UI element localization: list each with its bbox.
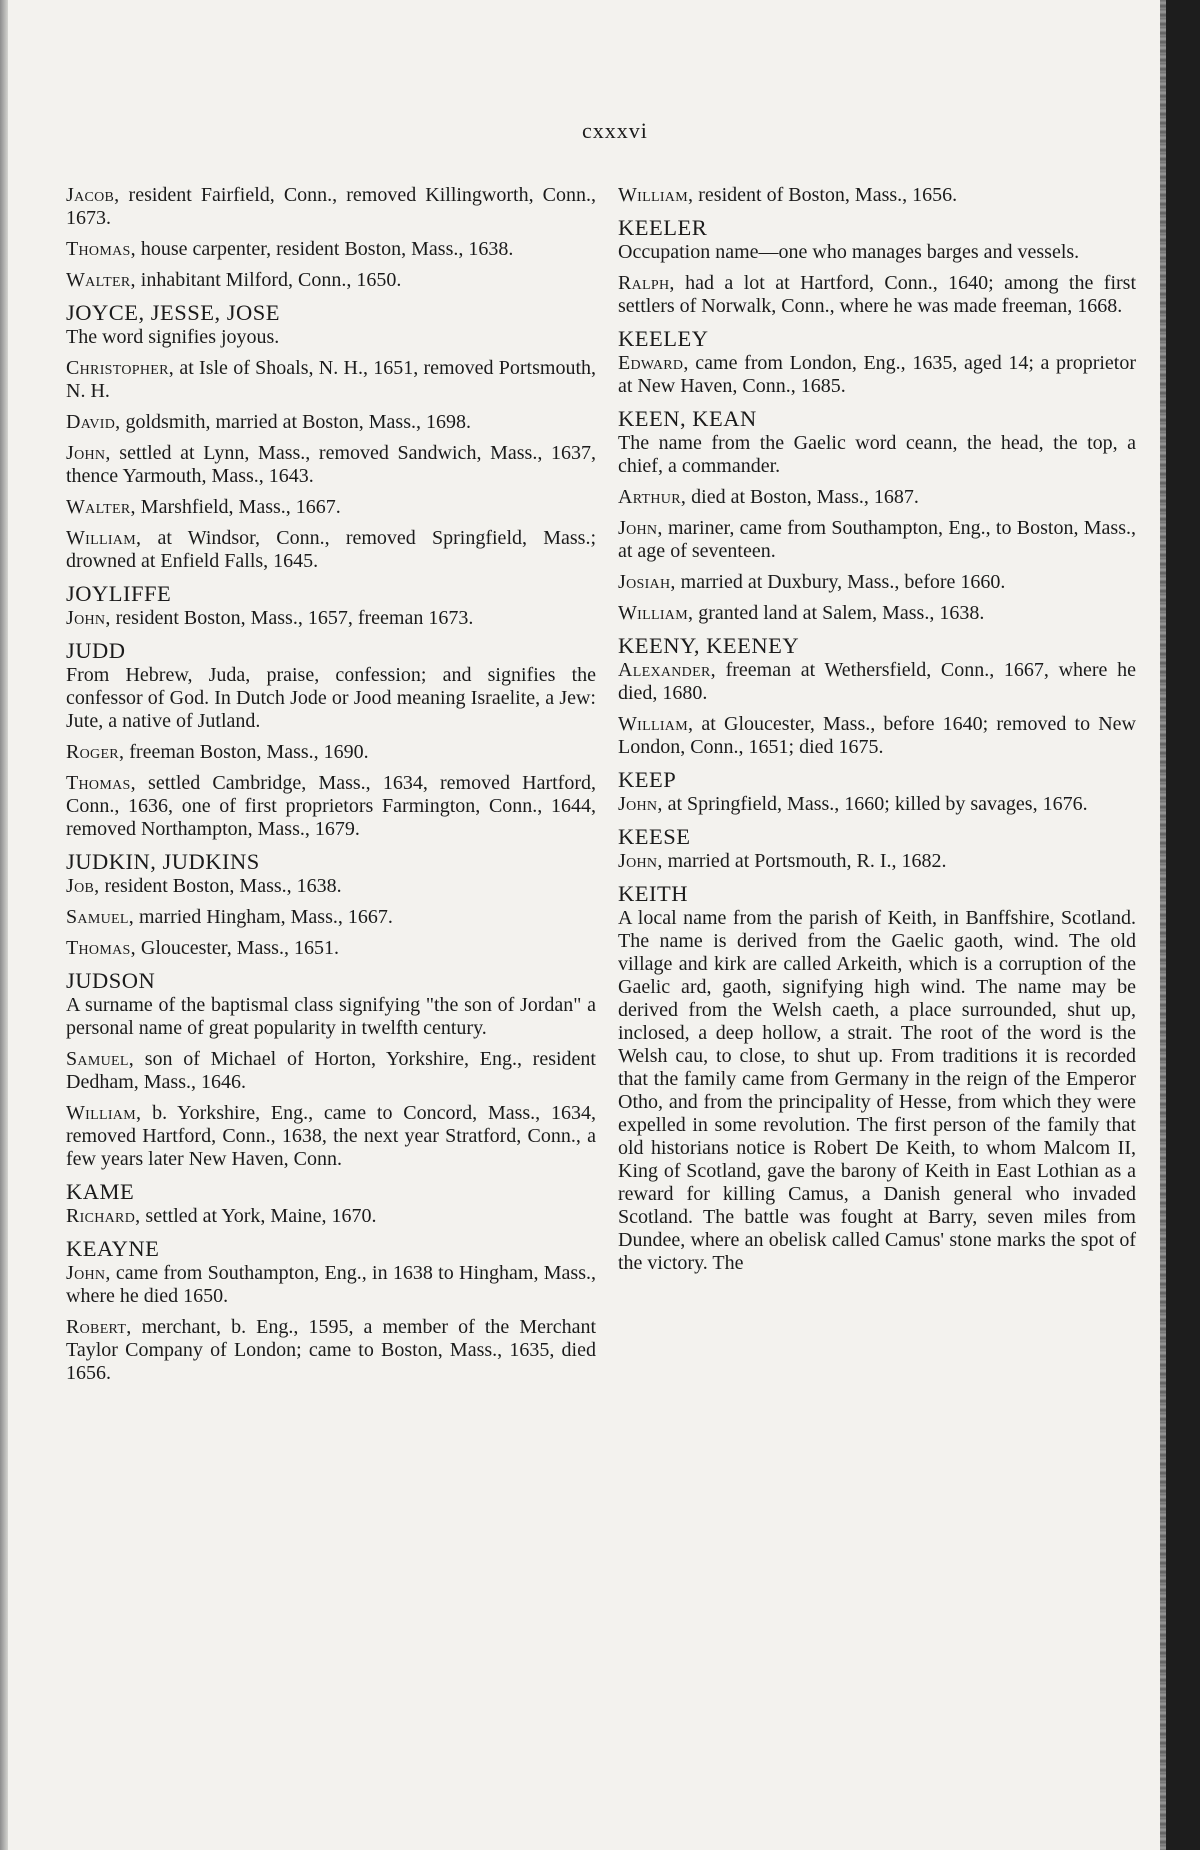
person-name: William, bbox=[618, 713, 694, 735]
person-details: came from London, Eng., 1635, aged 14; a proprietor at New Haven, Conn., 1685. bbox=[618, 352, 1136, 397]
person-details: b. Yorkshire, Eng., came to Concord, Mass., 1634, removed Hartford, Conn., 1638, the next year Stratford, Conn., a few years later New Haven, Conn. bbox=[66, 1102, 596, 1170]
person-name: Ralph, bbox=[618, 272, 675, 294]
person-details: had a lot at Hartford, Conn., 1640; among the first settlers of Norwalk, Conn., where he was made freeman, 1668. bbox=[618, 272, 1136, 317]
person-details: resident Boston, Mass., 1638. bbox=[99, 875, 342, 897]
surname-etymology: From Hebrew, Juda, praise, confession; and signifies the confessor of God. In Dutch Jode or Jood meaning Israelite, a Jew: Jute, a native of Jutland. bbox=[66, 664, 596, 732]
person-name: John, bbox=[618, 850, 663, 872]
person-details: mariner, came from Southampton, Eng., to Boston, Mass., at age of seventeen. bbox=[618, 517, 1136, 562]
person-entry bbox=[618, 352, 1136, 398]
person-details: resident Boston, Mass., 1657, freeman 1673. bbox=[110, 607, 474, 629]
person-entry bbox=[66, 527, 596, 573]
surname-heading: KEITH bbox=[618, 881, 688, 906]
surname-etymology: A local name from the parish of Keith, in Banffshire, Scotland. The name is derived from the Gaelic gaoth, wind. The old village and kirk are called Arkeith, which is a corruption of the Gaelic ard, gaoth, signifying high wind. The name may be derived from the Welsh caeth, a place surrounded, shut up, inclosed, a deep hollow, a strait. The root of the word is the Welsh cau, to close, to shut up. From traditions it is recorded that the family came from Germany in the reign of the Emperor Otho, and from the principality of Hesse, from which they were expelled in some revolution. The first person of the family that old historians notice is Robert De Keith, to whom Malcom II, King of Scotland, gave the barony of Keith in East Lothian as a reward for killing Camus, a Danish general who invaded Scotland. The battle was fought at Barry, seven miles from Dundee, where an obelisk called Camus' stone marks the spot of the victory. The bbox=[618, 907, 1136, 1274]
surname-heading: KEELER bbox=[618, 215, 708, 240]
person-name: John, bbox=[66, 607, 111, 629]
person-details: married at Duxbury, Mass., before 1660. bbox=[675, 571, 1006, 593]
person-details: merchant, b. Eng., 1595, a member of the Merchant Taylor Company of London; came to Boston, Mass., 1635, died 1656. bbox=[66, 1316, 596, 1384]
person-entry bbox=[66, 357, 596, 403]
person-entry bbox=[618, 571, 1136, 594]
page-number: cxxxvi bbox=[582, 118, 648, 143]
surname-heading: KEENY, KEENEY bbox=[618, 633, 800, 658]
person-details: inhabitant Milford, Conn., 1650. bbox=[135, 269, 402, 291]
person-name: Alexander, bbox=[618, 659, 716, 681]
person-name: Edward, bbox=[618, 352, 689, 374]
person-details: Gloucester, Mass., 1651. bbox=[135, 937, 339, 959]
right-column bbox=[618, 184, 1136, 1283]
person-entry bbox=[618, 486, 1136, 509]
surname-heading: KAME bbox=[66, 1179, 135, 1204]
person-name: Arthur, bbox=[618, 486, 687, 508]
surname-etymology: The word signifies joyous. bbox=[66, 326, 280, 348]
person-entry bbox=[66, 238, 596, 261]
person-name: Samuel, bbox=[66, 906, 134, 928]
surname-heading: KEEP bbox=[618, 767, 677, 792]
person-details: resident Fairfield, Conn., removed Killingworth, Conn., 1673. bbox=[66, 184, 596, 229]
person-details: at Springfield, Mass., 1660; killed by savages, 1676. bbox=[662, 793, 1088, 815]
person-details: married at Portsmouth, R. I., 1682. bbox=[662, 850, 947, 872]
person-details: settled Cambridge, Mass., 1634, removed Hartford, Conn., 1636, one of first proprietors Farmington, Conn., 1644, removed Northampton, Mass., 1679. bbox=[66, 772, 596, 840]
person-name: John, bbox=[66, 1262, 111, 1284]
person-entry bbox=[618, 713, 1136, 759]
person-details: at Windsor, Conn., removed Springfield, Mass.; drowned at Enfield Falls, 1645. bbox=[66, 527, 596, 572]
surname-heading: KEELEY bbox=[618, 326, 709, 351]
person-name: Thomas, bbox=[66, 238, 136, 260]
person-entry bbox=[66, 875, 596, 898]
person-details: settled at York, Maine, 1670. bbox=[140, 1205, 377, 1227]
person-name: Richard, bbox=[66, 1205, 141, 1227]
person-name: Robert, bbox=[66, 1316, 132, 1338]
surname-heading: JOYCE, JESSE, JOSE bbox=[66, 300, 281, 325]
surname-heading: JOYLIFFE bbox=[66, 581, 172, 606]
person-name: John, bbox=[618, 793, 663, 815]
person-entry bbox=[66, 411, 596, 434]
person-entry bbox=[66, 269, 596, 292]
person-entry bbox=[618, 850, 1136, 873]
person-entry bbox=[66, 442, 596, 488]
person-details: settled at Lynn, Mass., removed Sandwich, Mass., 1637, thence Yarmouth, Mass., 1643. bbox=[66, 442, 596, 487]
surname-etymology: The name from the Gaelic word ceann, the head, the top, a chief, a commander. bbox=[618, 432, 1136, 477]
surname-etymology: A surname of the baptismal class signifying "the son of Jordan" a personal name of great popularity in twelfth century. bbox=[66, 994, 596, 1039]
surname-heading: KEAYNE bbox=[66, 1236, 160, 1261]
person-entry bbox=[66, 772, 596, 841]
person-name: William, bbox=[66, 527, 142, 549]
surname-heading: JUDKIN, JUDKINS bbox=[66, 849, 260, 874]
person-details: granted land at Salem, Mass., 1638. bbox=[693, 602, 985, 624]
page-gutter-shadow bbox=[1166, 0, 1200, 1850]
person-entry bbox=[66, 1048, 596, 1094]
surname-etymology: Occupation name—one who manages barges and vessels. bbox=[618, 241, 1080, 263]
person-details: goldsmith, married at Boston, Mass., 1698. bbox=[120, 411, 471, 433]
person-details: freeman Boston, Mass., 1690. bbox=[124, 741, 369, 763]
person-entry bbox=[66, 496, 596, 519]
person-name: Samuel, bbox=[66, 1048, 134, 1070]
person-name: John, bbox=[66, 442, 111, 464]
person-entry bbox=[66, 937, 596, 960]
surname-heading: JUDSON bbox=[66, 968, 156, 993]
surname-heading: KEESE bbox=[618, 824, 691, 849]
page-left-edge bbox=[0, 0, 8, 1850]
person-name: Thomas, bbox=[66, 772, 136, 794]
person-name: Job, bbox=[66, 875, 100, 897]
person-entry bbox=[66, 1102, 596, 1171]
person-name: William, bbox=[618, 602, 694, 624]
person-details: resident of Boston, Mass., 1656. bbox=[693, 184, 958, 206]
person-name: Christopher, bbox=[66, 357, 175, 379]
person-details: Marshfield, Mass., 1667. bbox=[135, 496, 341, 518]
person-name: Walter, bbox=[66, 496, 136, 518]
person-name: Walter, bbox=[66, 269, 136, 291]
person-details: son of Michael of Horton, Yorkshire, Eng., resident Dedham, Mass., 1646. bbox=[66, 1048, 596, 1093]
person-name: William, bbox=[66, 1102, 142, 1124]
person-name: John, bbox=[618, 517, 663, 539]
person-name: Thomas, bbox=[66, 937, 136, 959]
person-entry bbox=[66, 1205, 596, 1228]
person-name: Jacob, bbox=[66, 184, 120, 206]
person-details: at Gloucester, Mass., before 1640; removed to New London, Conn., 1651; died 1675. bbox=[618, 713, 1136, 758]
person-entry bbox=[618, 517, 1136, 563]
left-column bbox=[66, 184, 596, 1393]
person-entry bbox=[66, 184, 596, 230]
person-name: Roger, bbox=[66, 741, 125, 763]
person-details: came from Southampton, Eng., in 1638 to Hingham, Mass., where he died 1650. bbox=[66, 1262, 596, 1307]
person-name: William, bbox=[618, 184, 694, 206]
person-entry bbox=[66, 906, 596, 929]
person-entry bbox=[66, 1262, 596, 1308]
person-entry bbox=[618, 602, 1136, 625]
person-entry bbox=[618, 793, 1136, 816]
person-details: died at Boston, Mass., 1687. bbox=[686, 486, 919, 508]
person-details: house carpenter, resident Boston, Mass., 1638. bbox=[135, 238, 514, 260]
person-entry bbox=[618, 272, 1136, 318]
person-details: married Hingham, Mass., 1667. bbox=[134, 906, 393, 928]
person-entry bbox=[618, 184, 1136, 207]
person-entry bbox=[66, 607, 596, 630]
person-entry bbox=[618, 659, 1136, 705]
person-details: at Isle of Shoals, N. H., 1651, removed Portsmouth, N. H. bbox=[66, 357, 596, 402]
surname-heading: JUDD bbox=[66, 638, 126, 663]
person-entry bbox=[66, 741, 596, 764]
person-name: David, bbox=[66, 411, 121, 433]
surname-heading: KEEN, KEAN bbox=[618, 406, 757, 431]
person-details: freeman at Wethersfield, Conn., 1667, where he died, 1680. bbox=[618, 659, 1136, 704]
person-name: Josiah, bbox=[618, 571, 676, 593]
person-entry bbox=[66, 1316, 596, 1385]
